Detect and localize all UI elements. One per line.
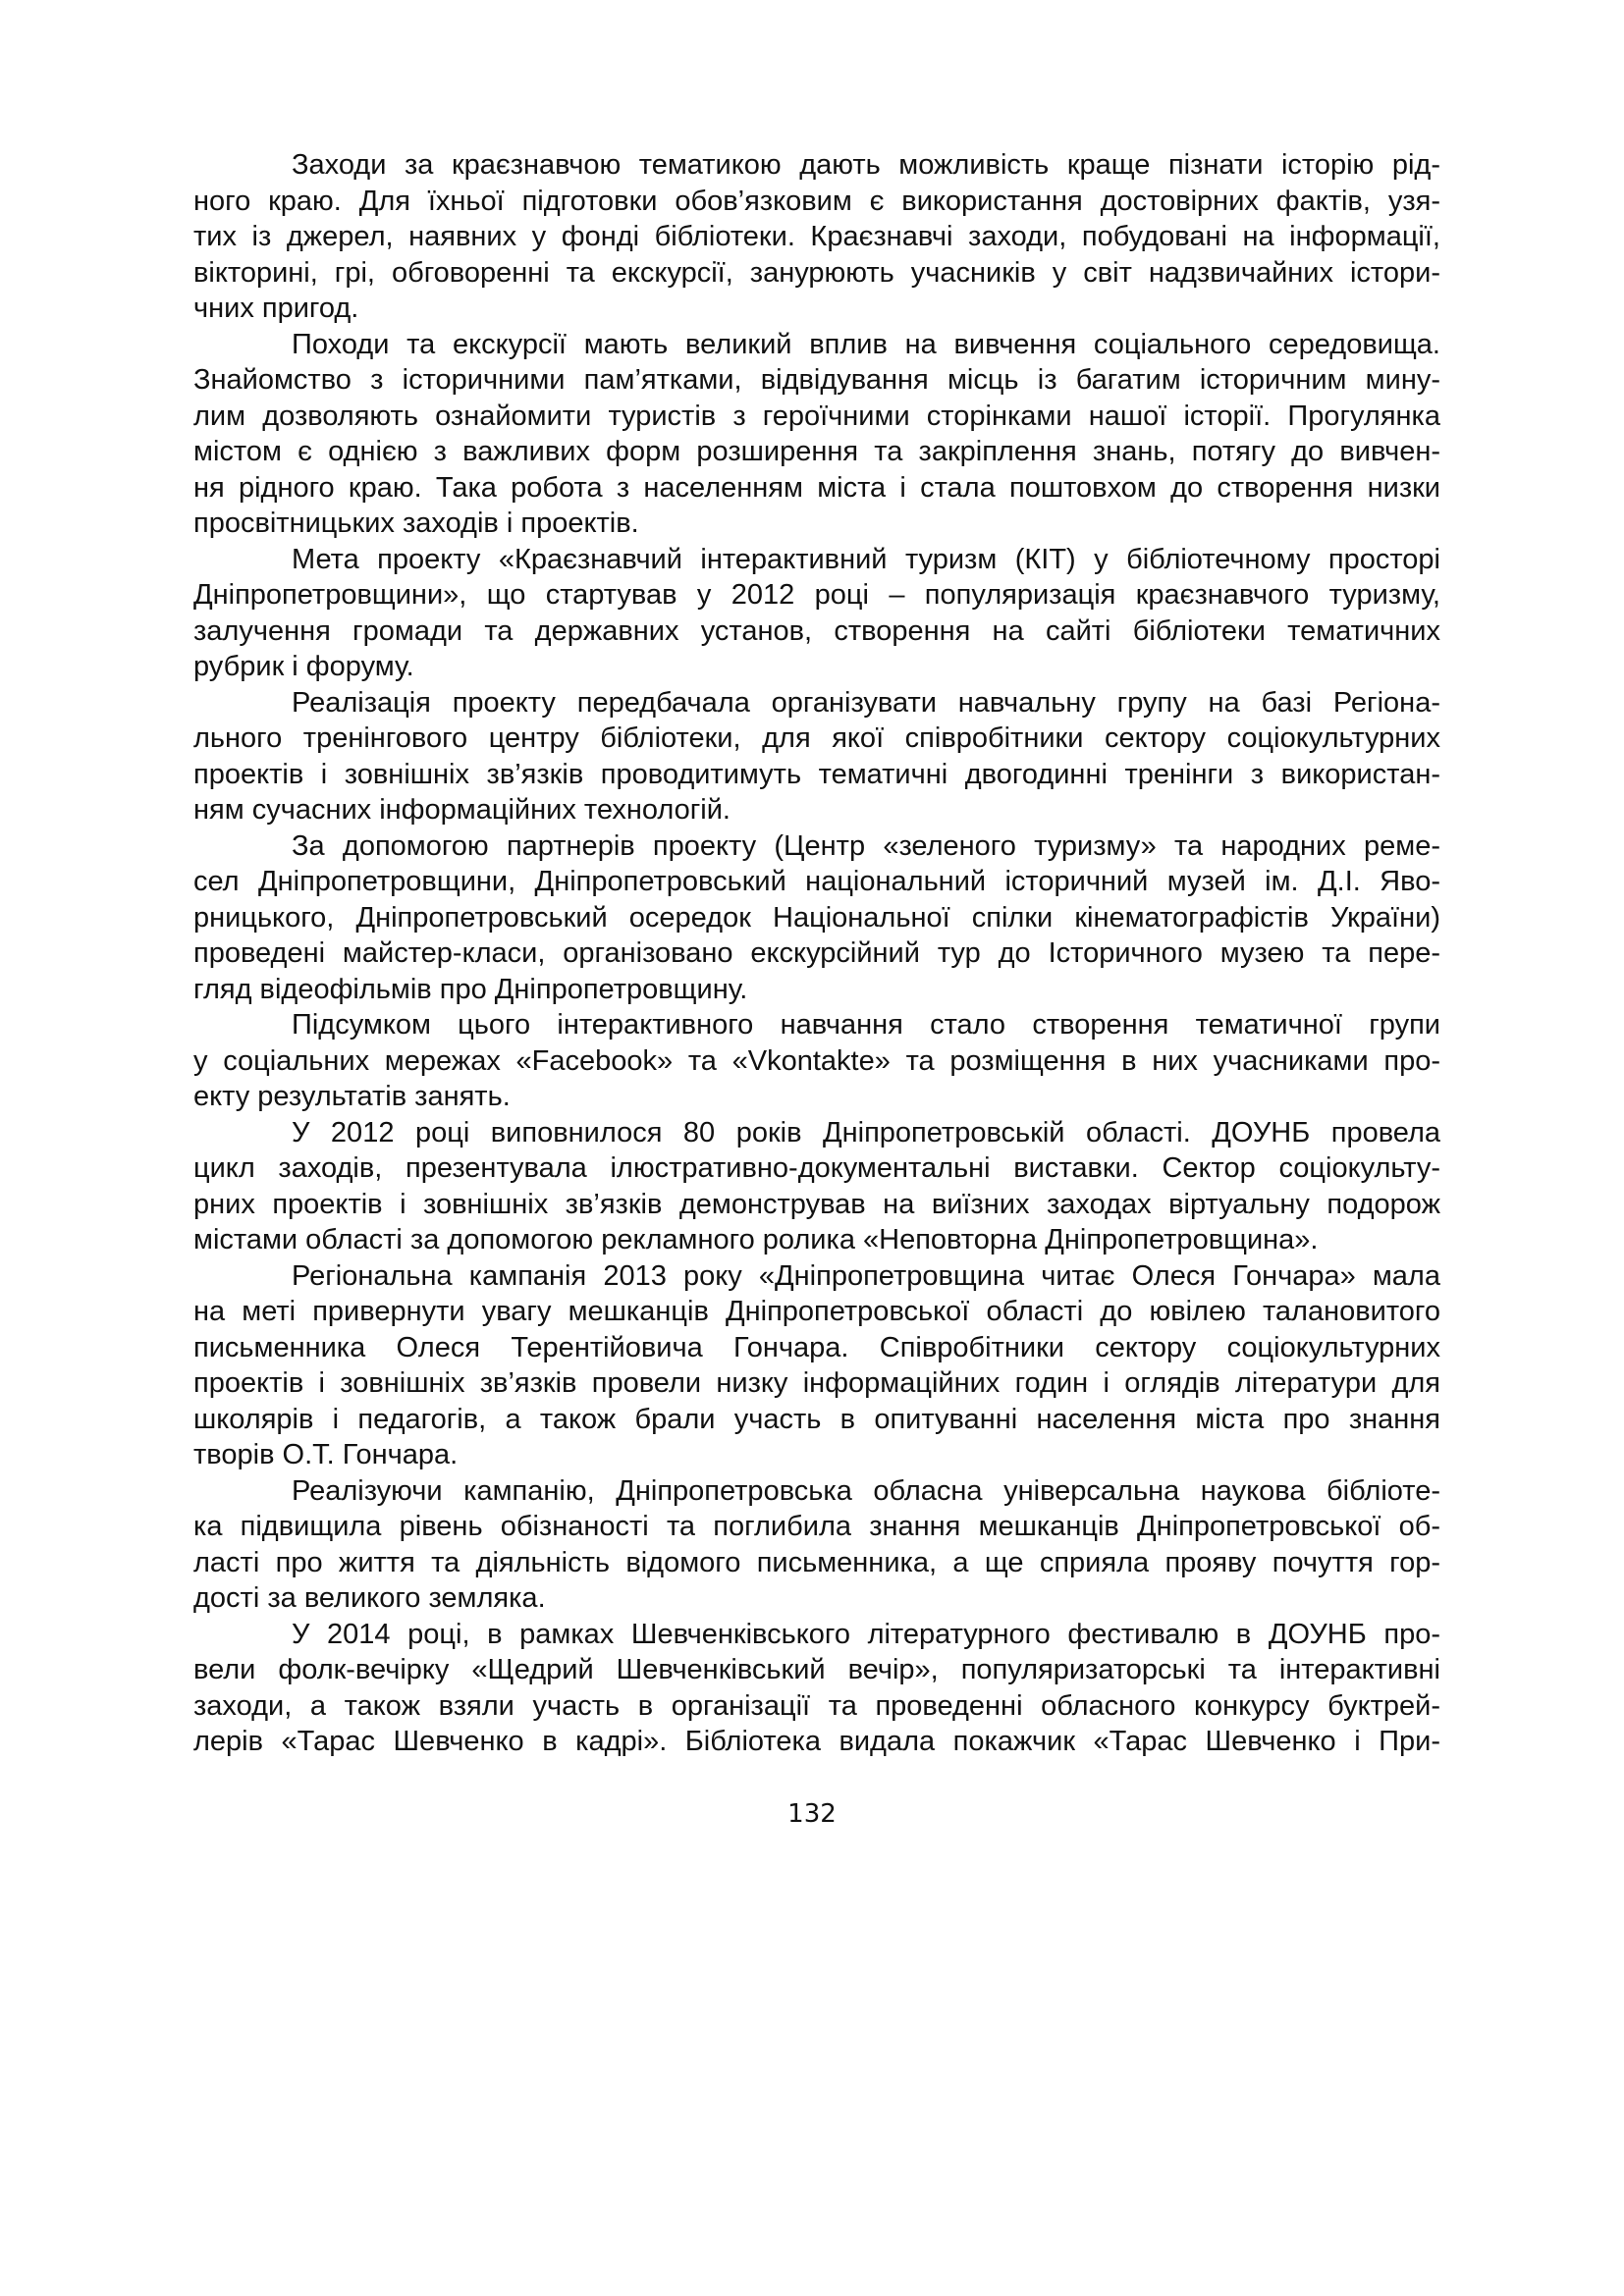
text-line: Реалізація проекту передбачала організувати навчальну групу на базі Регіона- xyxy=(292,686,1440,719)
text-line: проектів і зовнішніх зв’язків провели низку інформаційних годин і оглядів літератури для xyxy=(193,1367,1440,1399)
text-line: Знайомство з історичними пам’ятками, відвідування місць із багатим історичним мину- xyxy=(193,364,1440,396)
text-line: сел Дніпропетровщини, Дніпропетровський національний історичний музей ім. Д.І. Яво- xyxy=(193,866,1440,897)
text-line: містом є однією з важливих форм розширення та закріплення знань, потягу до вивчен- xyxy=(193,436,1440,467)
text-line: Дніпропетровщини», що стартував у 2012 році – популяризація краєзнавчого туризму, xyxy=(193,579,1440,611)
text-line: проведені майстер-класи, організовано екскурсійний тур до Історичного музею та пере- xyxy=(193,937,1440,969)
text-line: тих із джерел, наявних у фонді бібліотеки. Краєзнавчі заходи, побудовані на інформації, xyxy=(193,221,1440,252)
text-line: лерів «Тарас Шевченко в кадрі». Бібліотека видала покажчик «Тарас Шевченко і При- xyxy=(193,1726,1440,1757)
text-line: на меті привернути увагу мешканців Дніпропетровської області до ювілею талановитого xyxy=(193,1296,1440,1327)
text-line: екту результатів занять. xyxy=(193,1081,511,1112)
text-line: рних проектів і зовнішніх зв’язків демонстрував на виїзних заходах віртуальну подорож xyxy=(193,1188,1440,1220)
text-line: льного тренінгового центру бібліотеки, для якої співробітники сектору соціокультурних xyxy=(193,722,1440,754)
text-line: вели фолк-вечірку «Щедрий Шевченківський вечір», популяризаторські та інтерактивні xyxy=(193,1654,1440,1685)
text-line: Реалізуючи кампанію, Дніпропетровська обласна універсальна наукова бібліоте- xyxy=(292,1474,1440,1507)
text-line: цикл заходів, презентувала ілюстративно-документальні виставки. Сектор соціокульту- xyxy=(193,1152,1440,1184)
text-line: ка підвищила рівень обізнаності та поглибила знання мешканців Дніпропетровської об- xyxy=(193,1511,1440,1542)
text-line: проектів і зовнішніх зв’язків проводитимуть тематичні двогодинні тренінги з використан- xyxy=(193,758,1440,790)
text-line: гляд відеофільмів про Дніпропетровщину. xyxy=(193,973,748,1005)
text-line: письменника Олеся Терентійовича Гончара. Співробітники сектору соціокультурних xyxy=(193,1331,1440,1363)
text-line: рницького, Дніпропетровський осередок Національної спілки кінематографістів України) xyxy=(193,901,1440,934)
text-line: Походи та екскурсії мають великий вплив на вивчення соціального середовища. xyxy=(292,328,1440,360)
text-line: рубрик і форуму. xyxy=(193,651,414,682)
page-number: 132 xyxy=(787,1799,837,1829)
text-line: дості за великого земляка. xyxy=(193,1582,546,1614)
text-line: Підсумком цього інтерактивного навчання стало створення тематичної групи xyxy=(292,1009,1440,1041)
text-line: ням сучасних інформаційних технологій. xyxy=(193,794,731,826)
text-line: Регіональна кампанія 2013 року «Дніпропетровщина читає Олеся Гончара» мала xyxy=(292,1259,1440,1292)
text-line: У 2012 році виповнилося 80 років Дніпропетровській області. ДОУНБ провела xyxy=(292,1116,1440,1148)
text-line: У 2014 році, в рамках Шевченківського літературного фестивалю в ДОУНБ про- xyxy=(292,1618,1440,1650)
text-line: чних пригод. xyxy=(193,293,359,324)
text-line: школярів і педагогів, а також брали участь в опитуванні населення міста про знання xyxy=(193,1403,1440,1435)
text-line: ласті про життя та діяльність відомого письменника, а ще сприяла прояву почуття гор- xyxy=(193,1546,1440,1578)
text-line: ня рідного краю. Така робота з населенням міста і стала поштовхом до створення низки xyxy=(193,471,1440,504)
text-line: просвітницьких заходів і проектів. xyxy=(193,507,639,539)
body-text xyxy=(193,147,1440,1760)
text-line: залучення громади та державних установ, створення на сайті бібліотеки тематичних xyxy=(193,614,1440,647)
text-line: За допомогою партнерів проекту (Центр «зеленого туризму» та народних реме- xyxy=(292,829,1440,862)
text-line: заходи, а також взяли участь в організації та проведенні обласного конкурсу буктрей- xyxy=(193,1689,1440,1722)
text-line: у соціальних мережах «Facebook» та «Vkontakte» та розміщення в них учасниками про- xyxy=(193,1044,1440,1077)
text-line: Заходи за краєзнавчою тематикою дають можливість краще пізнати історію рід- xyxy=(292,149,1440,181)
text-line: творів О.Т. Гончара. xyxy=(193,1439,459,1470)
text-line: лим дозволяють ознайомити туристів з героїчними сторінками нашої історії. Прогулянка xyxy=(193,400,1440,432)
text-line: вікторині, грі, обговоренні та екскурсії, занурюють учасників у світ надзвичайних істори- xyxy=(193,256,1440,289)
text-line: ного краю. Для їхньої підготовки обов’язковим є використання достовірних фактів, узя- xyxy=(193,185,1440,217)
text-line: містами області за допомогою рекламного ролика «Неповторна Дніпропетровщина». xyxy=(193,1224,1319,1255)
text-line: Мета проекту «Краєзнавчий інтерактивний туризм (КІТ) у бібліотечному просторі xyxy=(292,543,1440,575)
